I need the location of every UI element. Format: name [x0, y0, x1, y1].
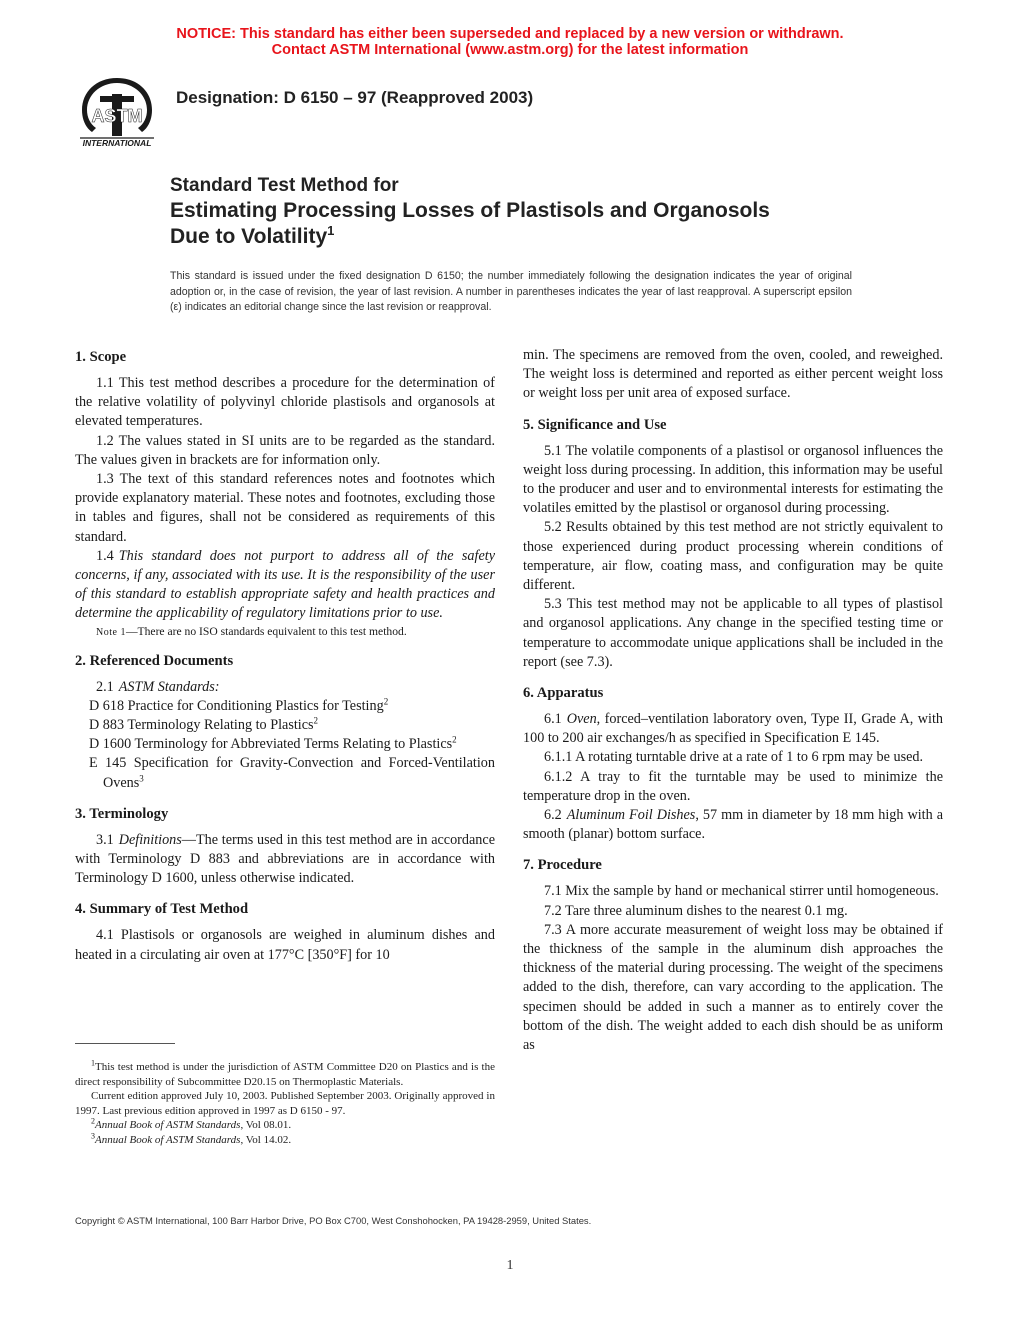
footnote-3: $^3$Annual Book of ASTM Standards, Vol 14.02.	[91, 1131, 292, 1146]
footnote-divider	[75, 1043, 175, 1044]
para-5-3: 5.3 This test method may not be applicable to all types of plastisol and organosol applications. Any change in the specified testing time or temperature to accommodate unique applications shall be included in the report (see 7.3).	[523, 596, 943, 670]
section-7-heading: 7. Procedure	[523, 857, 602, 874]
reference-d1600: D 1600 Terminology for Abbreviated Terms Relating to Plastics$^2$	[89, 734, 457, 753]
title-line-2: Estimating Processing Losses of Plastisols and Organosols	[170, 199, 770, 222]
notice-line-1: NOTICE: This standard has either been superseded and replaced by a new version or withdrawn.	[176, 26, 844, 42]
para-6-1-1: 6.1.1 A rotating turntable drive at a rate of 1 to 6 rpm may be used.	[544, 749, 924, 766]
para-4-1: 4.1 Plastisols or organosols are weighed in aluminum dishes and heated in a circulating air oven at 177°C [350°F] for 10	[75, 927, 495, 963]
logo-text-top: ASTM	[91, 106, 143, 126]
withdrawal-notice	[0, 26, 1020, 58]
footnote-1: $^1$This test method is under the jurisdiction of ASTM Committee D20 on Plastics and is the direct responsibility of Subcommittee D20.15 on Thermoplastic Materials.	[75, 1058, 495, 1088]
section-5-heading: 5. Significance and Use	[523, 416, 667, 433]
astm-international-logo-icon	[72, 74, 162, 150]
para-2-1: 2.1 ASTM Standards:	[96, 678, 220, 695]
title-line-1: Standard Test Method for	[170, 175, 399, 196]
right-column	[523, 346, 943, 1055]
footnote-1-edition: Current edition approved July 10, 2003. Published September 2003. Originally approved in 1997. Last previous edition approved in 1997 as D 6150 - 97.	[75, 1090, 495, 1117]
section-3-heading: 3. Terminology	[75, 805, 169, 822]
section-6-heading: 6. Apparatus	[523, 685, 604, 702]
issue-note: This standard is issued under the fixed designation D 6150; the number immediately following the designation indicates the year of original adoption or, in the case of revision, the year of last revision. A number in parentheses indicates the year of last reapproval. A superscript epsilon (ε) indicates an editorial change since the last revision or reapproval.	[170, 270, 852, 313]
section-4-heading: 4. Summary of Test Method	[75, 901, 249, 918]
para-1-1: 1.1 This test method describes a procedure for the determination of the relative volatility of polyvinyl chloride plastisols and organosols at elevated temperatures.	[75, 375, 495, 430]
footnotes	[75, 1060, 495, 1148]
notice-line-2: Contact ASTM International (www.astm.org) for the latest information	[271, 42, 749, 58]
section-2-heading: 2. Referenced Documents	[75, 652, 234, 669]
reference-e145: E 145 Specification for Gravity-Convection and Forced-Ventilation Ovens$^3$	[89, 755, 495, 791]
para-7-3: 7.3 A more accurate measurement of weight loss may be obtained if the thickness of the sample in the aluminum dish approaches the thickness of the material during processing. The weight of the specimens added to the dish, therefore, can vary according to the application. The specimen should be added in such a manner as to entirely cover the bottom of the dish. The weight added to each dish should be as uniform as	[523, 921, 943, 1054]
note-1: Note 1—There are no ISO standards equivalent to this test method.	[96, 624, 407, 638]
page-number: 1	[506, 1258, 514, 1273]
para-3-1: 3.1 Definitions—The terms used in this test method are in accordance with Terminology D 883 and abbreviations are in accordance with Terminology D 1600, unless otherwise indicated.	[75, 831, 495, 887]
logo-text-bottom: INTERNATIONAL	[82, 138, 152, 148]
para-5-1: 5.1 The volatile components of a plastisol or organosol influences the weight loss during processing. In addition, this information may be useful to the producer and user and to environmental interests for estimating the volatiles emitted by the plastisol or organosol during processing.	[523, 442, 943, 517]
para-1-2: 1.2 The values stated in SI units are to be regarded as the standard. The values given in brackets are for information only.	[75, 432, 495, 468]
para-6-1: 6.1 Oven, forced–ventilation laboratory oven, Type II, Grade A, with 100 to 200 air exchanges/h as specified in Specification E 145.	[523, 711, 943, 747]
title-line-3: Due to Volatility$^1$	[170, 223, 335, 248]
section-1-heading: 1. Scope	[75, 349, 127, 365]
footnote-2: $^2$Annual Book of ASTM Standards, Vol 08.01.	[91, 1116, 292, 1132]
para-1-4: 1.4 This standard does not purport to address all of the safety concerns, if any, associated with its use. It is the responsibility of the user of this standard to establish appropriate safety and health practices and determine the applicability of regulatory limitations prior to use.	[75, 547, 495, 622]
para-6-1-2: 6.1.2 A tray to fit the turntable may be used to minimize the temperature drop in the oven.	[523, 768, 943, 804]
para-1-3: 1.3 The text of this standard references notes and footnotes which provide explanatory material. These notes and footnotes, excluding those in tables and figures, shall not be considered as requirements of this standard.	[75, 471, 495, 545]
copyright: Copyright © ASTM International, 100 Barr Harbor Drive, PO Box C700, West Conshohocken, PA 19428-2959, United States.	[75, 1215, 592, 1226]
para-7-1: 7.1 Mix the sample by hand or mechanical stirrer until homogeneous.	[544, 883, 939, 900]
title-footnote-ref: 1	[327, 223, 335, 238]
left-column	[75, 346, 495, 965]
reference-d618: D 618 Practice for Conditioning Plastics for Testing$^2$	[89, 696, 389, 714]
para-4-1-continued: min. The specimens are removed from the oven, cooled, and reweighed. The weight loss is determined and reported as either percent weight loss or weight loss per unit area of exposed surface.	[523, 347, 943, 402]
para-5-2: 5.2 Results obtained by this test method are not strictly equivalent to those experienced during product processing wherein conditions of temperature, air flow, coating mass, and configuration may be quite different.	[523, 519, 943, 594]
para-6-2: 6.2 Aluminum Foil Dishes, 57 mm in diameter by 18 mm high with a smooth (planar) bottom surface.	[523, 807, 943, 843]
reference-d883: D 883 Terminology Relating to Plastics$^2$	[89, 715, 319, 734]
para-7-2: 7.2 Tare three aluminum dishes to the nearest 0.1 mg.	[544, 902, 848, 919]
designation: Designation: D 6150 – 97 (Reapproved 2003)	[176, 88, 534, 107]
document-title	[170, 174, 890, 250]
